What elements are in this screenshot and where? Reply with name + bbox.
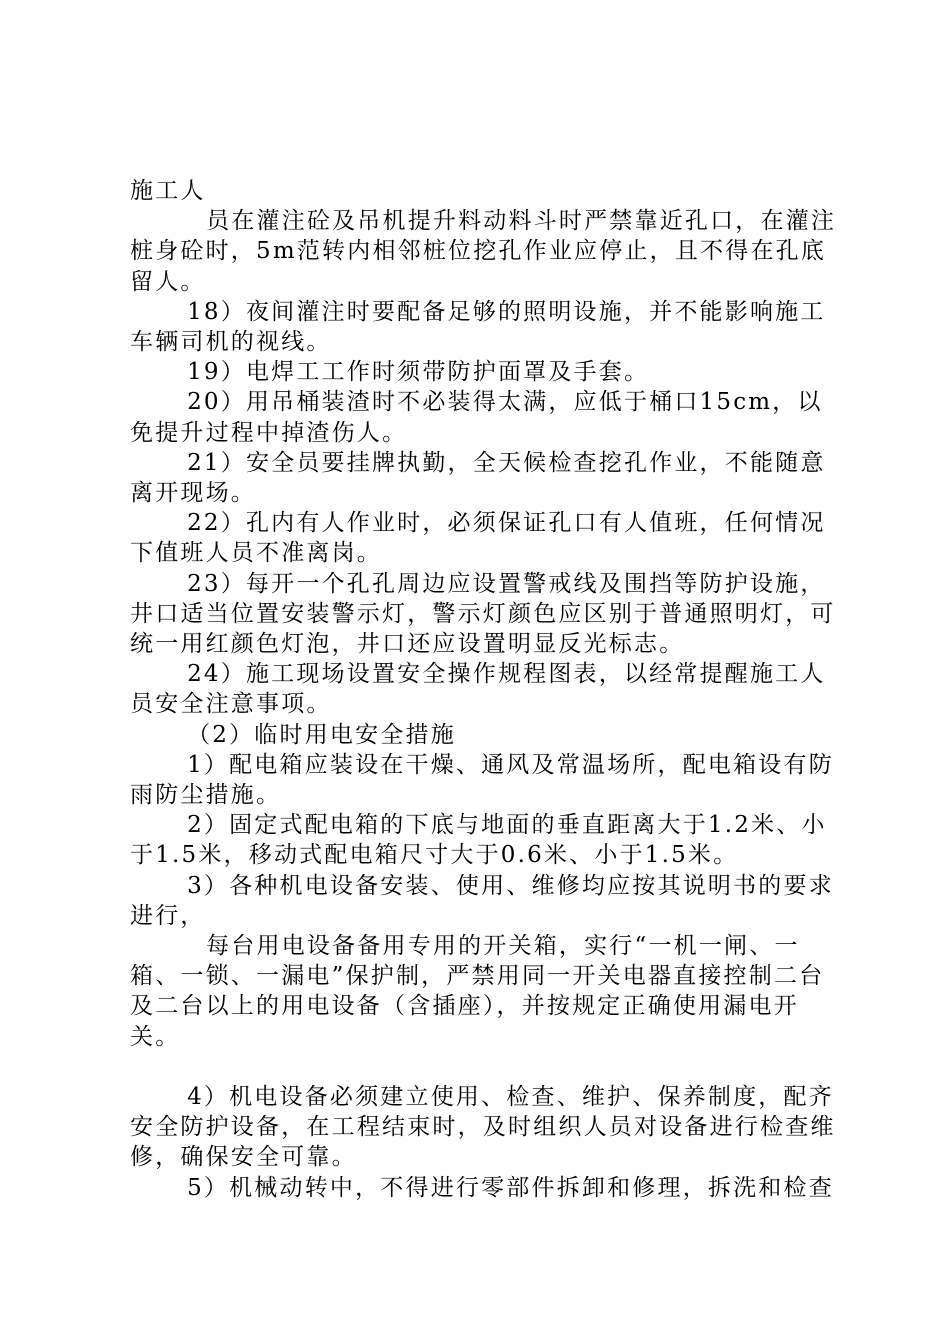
blank-line [130, 1052, 840, 1082]
paragraph-2: 18）夜间灌注时要配备足够的照明设施，并不能影响施工车辆司机的视线。 [130, 298, 826, 356]
paragraph-3: 19）电焊工工作时须带防护面罩及手套。 [130, 359, 650, 386]
paragraph-15: 5）机械动转中，不得进行零部件拆卸和修理，拆洗和检查 [130, 1174, 834, 1201]
paragraph-11: 2）固定式配电箱的下底与地面的垂直距离大于1.2米、小于1.5米，移动式配电箱尺寸大于0.6米、小于1.5米。 [130, 812, 827, 869]
document-body [130, 176, 840, 1203]
paragraph-7: 23）每开一个孔孔周边应设置警戒线及围挡等防护设施，井口适当位置安装警示灯，警示灯颜色应区别于普通照明灯，可统一用红颜色灯泡，井口还应设置明显反光标志。 [130, 570, 836, 658]
paragraph-0: 施工人 [130, 178, 206, 204]
paragraph-12: 3）各种机电设备安装、使用、维修均应按其说明书的要求进行， [130, 872, 834, 929]
paragraph-13: 每台用电设备备用专用的开关箱，实行“一机一闸、一箱、一锁、一漏电”保护制，严禁用同一开关电器直接控制二台及二台以上的用电设备（含插座），并按规定正确使用漏电开关。 [130, 933, 825, 1050]
paragraph-6: 22）孔内有人作业时，必须保证孔口有人值班，任何情况下值班人员不准离岗。 [130, 510, 826, 567]
section-heading: （2）临时用电安全措施 [130, 721, 456, 748]
paragraph-14: 4）机电设备必须建立使用、检查、维护、保养制度，配齐安全防护设备，在工程结束时，及时组织人员对设备进行检查维修，确保安全可靠。 [130, 1083, 836, 1171]
paragraph-10: 1）配电箱应装设在干燥、通风及常温场所，配电箱设有防雨防尘措施。 [130, 751, 834, 809]
paragraph-4: 20）用吊桶装渣时不必装得太满，应低于桶口15cm，以免提升过程中掉渣伤人。 [130, 389, 823, 446]
paragraph-8: 24）施工现场设置安全操作规程图表，以经常提醒施工人员安全注意事项。 [130, 661, 826, 718]
paragraph-1: 员在灌注砼及吊机提升料动料斗时严禁靠近孔口，在灌注桩身砼时，5m范转内相邻桩位挖孔作业应停止，且不得在孔底留人。 [130, 208, 837, 295]
paragraph-5: 21）安全员要挂牌执勤，全天候检查挖孔作业，不能随意离开现场。 [130, 449, 826, 507]
